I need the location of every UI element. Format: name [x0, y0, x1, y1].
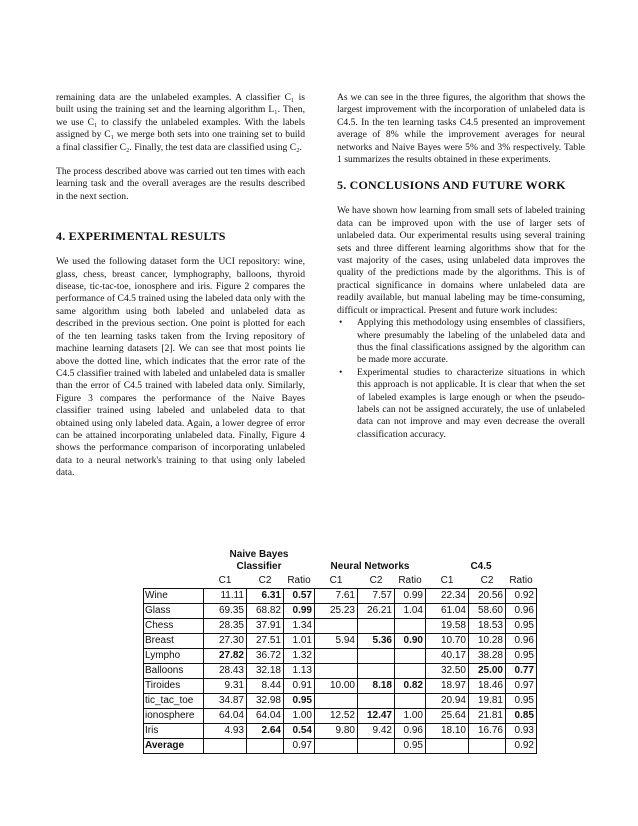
table-cell [395, 619, 426, 634]
table-cell: 1.13 [284, 664, 315, 679]
table-row [144, 694, 537, 709]
paragraph-conclusions: We have shown how learning from small sets of labeled training data can be improved upon with the use of larger sets of unlabeled data. Our experimental results using several training sets and three different learning algorithms show that for the vast majority of the cases, using unlabeled data improves the quality of the predictions made by the algorithms. This is of practical significance in domains where unlabeled data are readily available, but manual labeling may be time-consuming, difficult or impractical. Present and future work includes: [337, 205, 585, 316]
subheader-cell: C2 [480, 575, 494, 586]
table-row [144, 619, 537, 634]
future-work-item [337, 367, 585, 441]
table-cell [315, 664, 358, 679]
group-header-neural-networks: Neural Networks [330, 561, 410, 572]
table-cell: 0.77 [506, 664, 537, 679]
table-cell: 32.98 [247, 694, 284, 709]
table-cell: 10.28 [469, 634, 506, 649]
paragraph-results-discussion: As we can see in the three figures, the algorithm that shows the largest improvement with the incorporation of unlabeled data is C4.5. In the ten learning tasks C4.5 presented an improvement average of 8% while the improvement averages for neural networks and Naive Bayes were 5% and 3% respectively. Table 1 summarizes the results obtained in these experiments. [337, 92, 585, 166]
table-cell: 4.93 [204, 724, 247, 739]
table-cell [358, 649, 395, 664]
table-cell: 27.82 [204, 649, 247, 664]
table-row [144, 724, 537, 739]
empty-cell [204, 739, 247, 754]
table-cell: 1.00 [284, 709, 315, 724]
table-cell: 16.76 [469, 724, 506, 739]
table-cell: 0.95 [284, 694, 315, 709]
table-cell: 25.64 [426, 709, 469, 724]
table-cell: 0.91 [284, 679, 315, 694]
table-cell: 68.82 [247, 604, 284, 619]
table-cell: 7.57 [358, 589, 395, 604]
right-column [337, 92, 585, 441]
group-header-naive-bayes-line1: Naive Bayes [229, 549, 289, 560]
subheader-cell: Ratio [287, 575, 311, 586]
paragraph-process-summary: The process described above was carried out ten times with each learning task and the overall averages are the results described in the next section. [56, 166, 305, 202]
row-label-cell: Iris [144, 724, 204, 739]
table-cell: 20.94 [426, 694, 469, 709]
table-cell: 1.34 [284, 619, 315, 634]
table-cell: 6.31 [247, 589, 284, 604]
table-cell: 0.95 [506, 649, 537, 664]
table-cell: 9.80 [315, 724, 358, 739]
table-cell: 36.72 [247, 649, 284, 664]
table-cell: 10.00 [315, 679, 358, 694]
group-header-naive-bayes [204, 548, 315, 574]
table-corner [144, 548, 204, 574]
bullet-icon: • [339, 317, 343, 329]
table-cell: 34.87 [204, 694, 247, 709]
table-cell: 1.01 [284, 634, 315, 649]
section-heading-experimental-results: 4. EXPERIMENTAL RESULTS [56, 229, 226, 244]
row-label-cell: Tiroides [144, 679, 204, 694]
table-cell: 1.32 [284, 649, 315, 664]
table-row [144, 649, 537, 664]
table-cell: 0.93 [506, 724, 537, 739]
table-cell: 18.97 [426, 679, 469, 694]
row-label-cell: Glass [144, 604, 204, 619]
table-cell: 0.96 [506, 604, 537, 619]
subheader-cell: Ratio [509, 575, 533, 586]
table-cell: 18.46 [469, 679, 506, 694]
table-cell: 11.11 [204, 589, 247, 604]
table-cell: 0.96 [395, 724, 426, 739]
table-cell: 25.23 [315, 604, 358, 619]
table-row [144, 589, 537, 604]
table-cell: 26.21 [358, 604, 395, 619]
row-label-cell: Lympho [144, 649, 204, 664]
results-table [143, 548, 537, 754]
table-subheader-row [144, 574, 537, 589]
future-work-item [337, 317, 585, 367]
average-cell: 0.97 [284, 739, 315, 754]
table-cell: 5.36 [358, 634, 395, 649]
future-work-item-text: Applying this methodology using ensembles of classifiers, where presumably the labeling of the unlabeled data and thus the final classifications assigned by the algorithm can be made more accurate. [357, 317, 585, 366]
table-row [144, 679, 537, 694]
average-cell: 0.92 [506, 739, 537, 754]
table-cell [315, 649, 358, 664]
table-cell [315, 694, 358, 709]
bullet-icon: • [339, 366, 343, 378]
table-row [144, 709, 537, 724]
table-cell: 18.10 [426, 724, 469, 739]
table-cell: 0.95 [506, 619, 537, 634]
table-cell: 22.34 [426, 589, 469, 604]
table-cell: 28.43 [204, 664, 247, 679]
table-row [144, 664, 537, 679]
row-label-cell: ionosphere [144, 709, 204, 724]
paragraph-experimental-results: We used the following dataset form the UCI repository: wine, glass, chess, breast cancer, lymphography, balloons, thyroid disease, tic-tac-toe, ionosphere and iris. Figure 2 compares the performance of C4.5 trained using the labeled data only with the same algorithm using both labeled and unlabeled data as described in the previous section. One point is plotted for each of the ten learning tasks taken from the Irving repository of machine learning datasets [2]. We can see that most points lie above the dotted line, which indicates that the error rate of the C4.5 classifier trained with labeled and unlabeled data is smaller than the error of C4.5 trained with labeled data only. Similarly, Figure 3 compares the performance of the Naive Bayes classifier trained using labeled and unlabeled data to that obtained using only labeled data. Again, a lower degree of error can be attained incorporating unlabeled data. Finally, Figure 4 shows the performance comparison of incorporating unlabeled data to a neural network's training to that using only labeled data. [56, 256, 305, 479]
empty-cell [315, 739, 358, 754]
empty-cell [426, 739, 469, 754]
subheader-cell: C2 [258, 575, 272, 586]
table-cell [315, 619, 358, 634]
subheader-cell: Ratio [398, 575, 422, 586]
table-cell: 0.54 [284, 724, 315, 739]
table-cell: 8.18 [358, 679, 395, 694]
table-cell: 7.61 [315, 589, 358, 604]
paragraph-method-end: remaining data are the unlabeled examples. A classifier C₁ is built using the training set and the learning algorithm L₁. Then, we use C₁ to classify the unlabeled examples. With the labels assigned by C₁ we merge both sets into one training set to build a final classifier C₂. Finally, the test data are classified using C₂. [56, 92, 305, 153]
table-cell [395, 664, 426, 679]
table-cell: 0.99 [395, 589, 426, 604]
table-cell: 69.35 [204, 604, 247, 619]
table-cell: 28.35 [204, 619, 247, 634]
table-cell: 0.85 [506, 709, 537, 724]
table-row [144, 604, 537, 619]
table-cell: 19.81 [469, 694, 506, 709]
table-cell: 5.94 [315, 634, 358, 649]
table-corner [144, 574, 204, 589]
table-cell: 38.28 [469, 649, 506, 664]
table-cell: 10.70 [426, 634, 469, 649]
group-header-naive-bayes-line2: Classifier [236, 561, 282, 572]
table-cell: 9.42 [358, 724, 395, 739]
subheader-cell: C1 [218, 575, 232, 586]
row-label-cell: Balloons [144, 664, 204, 679]
table-cell: 32.50 [426, 664, 469, 679]
table-cell: 0.90 [395, 634, 426, 649]
row-label-cell: Chess [144, 619, 204, 634]
empty-cell [358, 739, 395, 754]
table-cell: 27.51 [247, 634, 284, 649]
future-work-list [337, 317, 585, 441]
table-cell: 1.00 [395, 709, 426, 724]
table-cell: 0.96 [506, 634, 537, 649]
table-cell: 0.99 [284, 604, 315, 619]
table-cell: 9.31 [204, 679, 247, 694]
section-heading-conclusions: 5. CONCLUSIONS AND FUTURE WORK [337, 178, 566, 193]
table-cell: 64.04 [247, 709, 284, 724]
table-cell: 0.82 [395, 679, 426, 694]
average-label-cell: Average [144, 739, 204, 754]
table-cell: 40.17 [426, 649, 469, 664]
empty-cell [247, 739, 284, 754]
row-label-cell: tic_tac_toe [144, 694, 204, 709]
subheader-cell: C1 [440, 575, 454, 586]
table-cell: 18.53 [469, 619, 506, 634]
results-table-container [143, 548, 537, 754]
subheader-cell: C1 [329, 575, 343, 586]
table-cell [358, 694, 395, 709]
table-cell: 0.57 [284, 589, 315, 604]
table-cell: 64.04 [204, 709, 247, 724]
table-cell: 37.91 [247, 619, 284, 634]
table-cell: 8.44 [247, 679, 284, 694]
empty-cell [469, 739, 506, 754]
table-cell: 20.56 [469, 589, 506, 604]
table-cell: 0.92 [506, 589, 537, 604]
table-group-header-row [144, 548, 537, 574]
table-cell: 0.97 [506, 679, 537, 694]
table-cell [395, 694, 426, 709]
table-cell: 12.52 [315, 709, 358, 724]
row-label-cell: Wine [144, 589, 204, 604]
row-label-cell: Breast [144, 634, 204, 649]
average-cell: 0.95 [395, 739, 426, 754]
table-cell: 27.30 [204, 634, 247, 649]
table-cell: 12.47 [358, 709, 395, 724]
table-cell: 19.58 [426, 619, 469, 634]
table-average-row [144, 739, 537, 754]
table-cell: 21.81 [469, 709, 506, 724]
table-cell: 0.95 [506, 694, 537, 709]
table-cell: 1.04 [395, 604, 426, 619]
table-cell: 58.60 [469, 604, 506, 619]
group-header-c45: C4.5 [470, 561, 492, 572]
table-cell: 32.18 [247, 664, 284, 679]
table-cell: 2.64 [247, 724, 284, 739]
left-column [56, 92, 305, 480]
table-cell [358, 664, 395, 679]
subheader-cell: C2 [369, 575, 383, 586]
table-row [144, 634, 537, 649]
table-cell: 61.04 [426, 604, 469, 619]
future-work-item-text: Experimental studies to characterize situations in which this approach is not applicable. It is clear that when the set of labeled examples is large enough or when the pseudo-labels can not be assigned accurately, the use of unlabeled data can not improve and may even decrease the overall classification accuracy. [357, 366, 585, 440]
table-cell [395, 649, 426, 664]
table-cell [358, 619, 395, 634]
table-cell: 25.00 [469, 664, 506, 679]
